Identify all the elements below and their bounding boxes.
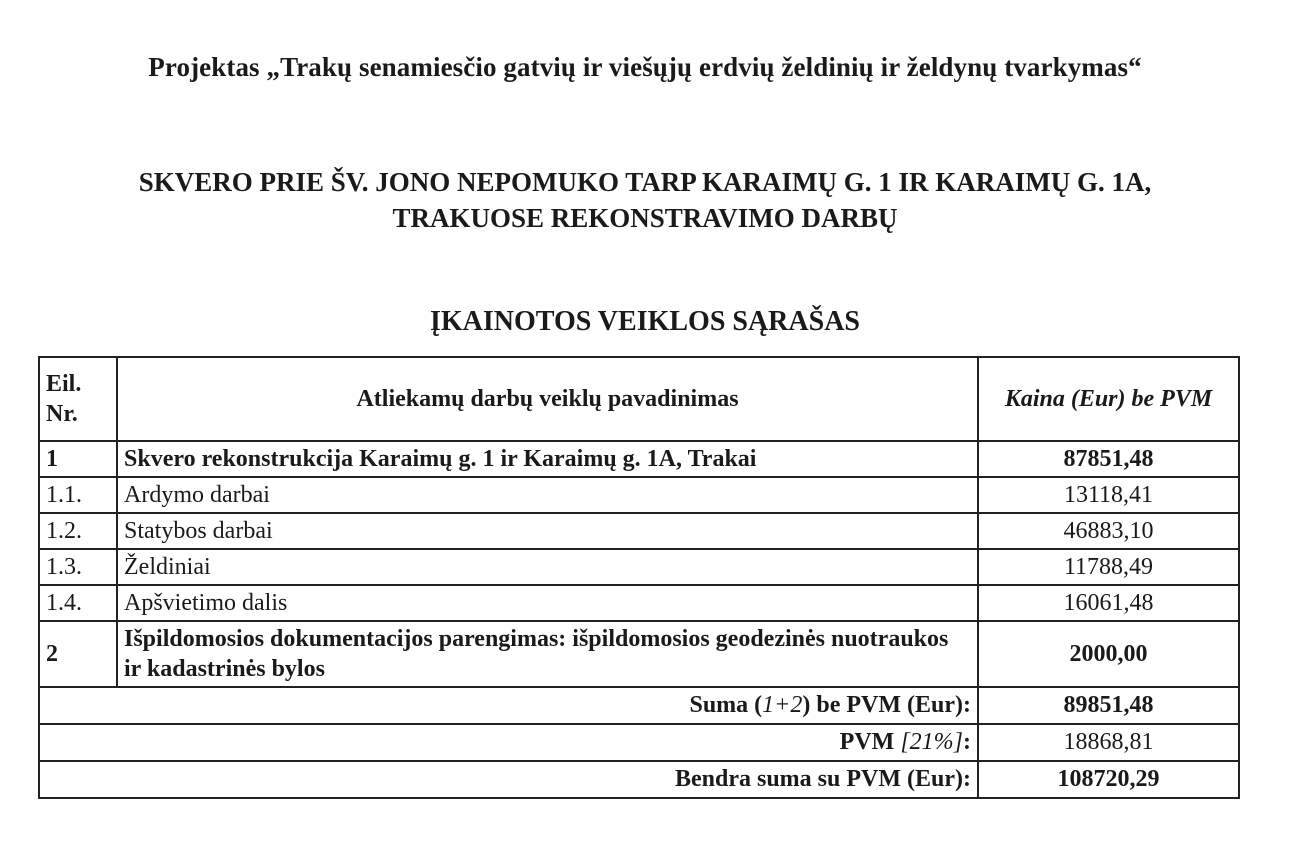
vat-label-a: PVM: [839, 729, 901, 755]
row-price: 2000,00: [978, 621, 1239, 687]
subtotal-value: 89851,48: [978, 687, 1239, 724]
vat-label: [39, 724, 978, 761]
row-name: Ardymo darbai: [117, 477, 978, 513]
row-price: 16061,48: [978, 585, 1239, 621]
heading-line-2: TRAKUOSE REKONSTRAVIMO DARBŲ: [392, 203, 898, 233]
header-nr-line1: Eil.: [46, 371, 82, 397]
total-row: [39, 761, 1239, 798]
total-label: Bendra suma su PVM (Eur):: [39, 761, 978, 798]
table-row: [39, 441, 1239, 477]
header-name: Atliekamų darbų veiklų pavadinimas: [117, 357, 978, 441]
row-price: 13118,41: [978, 477, 1239, 513]
row-name: Skvero rekonstrukcija Karaimų g. 1 ir Karaimų g. 1A, Trakai: [117, 441, 978, 477]
vat-label-rate: [21%]: [900, 729, 963, 755]
document-heading: [0, 164, 1290, 236]
table-row: [39, 513, 1239, 549]
row-name: Apšvietimo dalis: [117, 585, 978, 621]
subtotal-label-c: ) be PVM (Eur):: [802, 692, 971, 718]
subtotal-row: [39, 687, 1239, 724]
row-nr: 2: [39, 621, 117, 687]
list-title: ĮKAINOTOS VEIKLOS SĄRAŠAS: [429, 306, 860, 337]
total-value: 108720,29: [978, 761, 1239, 798]
price-table: [38, 356, 1240, 799]
table-row: [39, 621, 1239, 687]
header-price: Kaina (Eur) be PVM: [978, 357, 1239, 441]
row-name: Statybos darbai: [117, 513, 978, 549]
vat-label-c: :: [963, 729, 971, 755]
row-nr: 1.1.: [39, 477, 117, 513]
vat-value: 18868,81: [978, 724, 1239, 761]
header-nr-line2: Nr.: [46, 401, 78, 427]
vat-row: [39, 724, 1239, 761]
row-name: Želdiniai: [117, 549, 978, 585]
project-title: Projektas „Trakų senamiesčio gatvių ir viešųjų erdvių želdinių ir želdynų tvarkymas“: [148, 52, 1142, 82]
row-price: 87851,48: [978, 441, 1239, 477]
table-row: [39, 477, 1239, 513]
subtotal-label: [39, 687, 978, 724]
table-header-row: [39, 357, 1239, 441]
row-nr: 1: [39, 441, 117, 477]
subtotal-label-formula: 1+2: [762, 692, 803, 718]
table-row: [39, 549, 1239, 585]
subtotal-label-a: Suma (: [689, 692, 763, 718]
header-nr: [39, 357, 117, 441]
row-price: 46883,10: [978, 513, 1239, 549]
row-nr: 1.2.: [39, 513, 117, 549]
table-row: [39, 585, 1239, 621]
heading-line-1: SKVERO PRIE ŠV. JONO NEPOMUKO TARP KARAIMŲ G. 1 IR KARAIMŲ G. 1A,: [138, 167, 1152, 197]
row-nr: 1.4.: [39, 585, 117, 621]
row-name: Išpildomosios dokumentacijos parengimas: išpildomosios geodezinės nuotraukos ir kadastrinės bylos: [117, 621, 978, 687]
row-price: 11788,49: [978, 549, 1239, 585]
row-nr: 1.3.: [39, 549, 117, 585]
